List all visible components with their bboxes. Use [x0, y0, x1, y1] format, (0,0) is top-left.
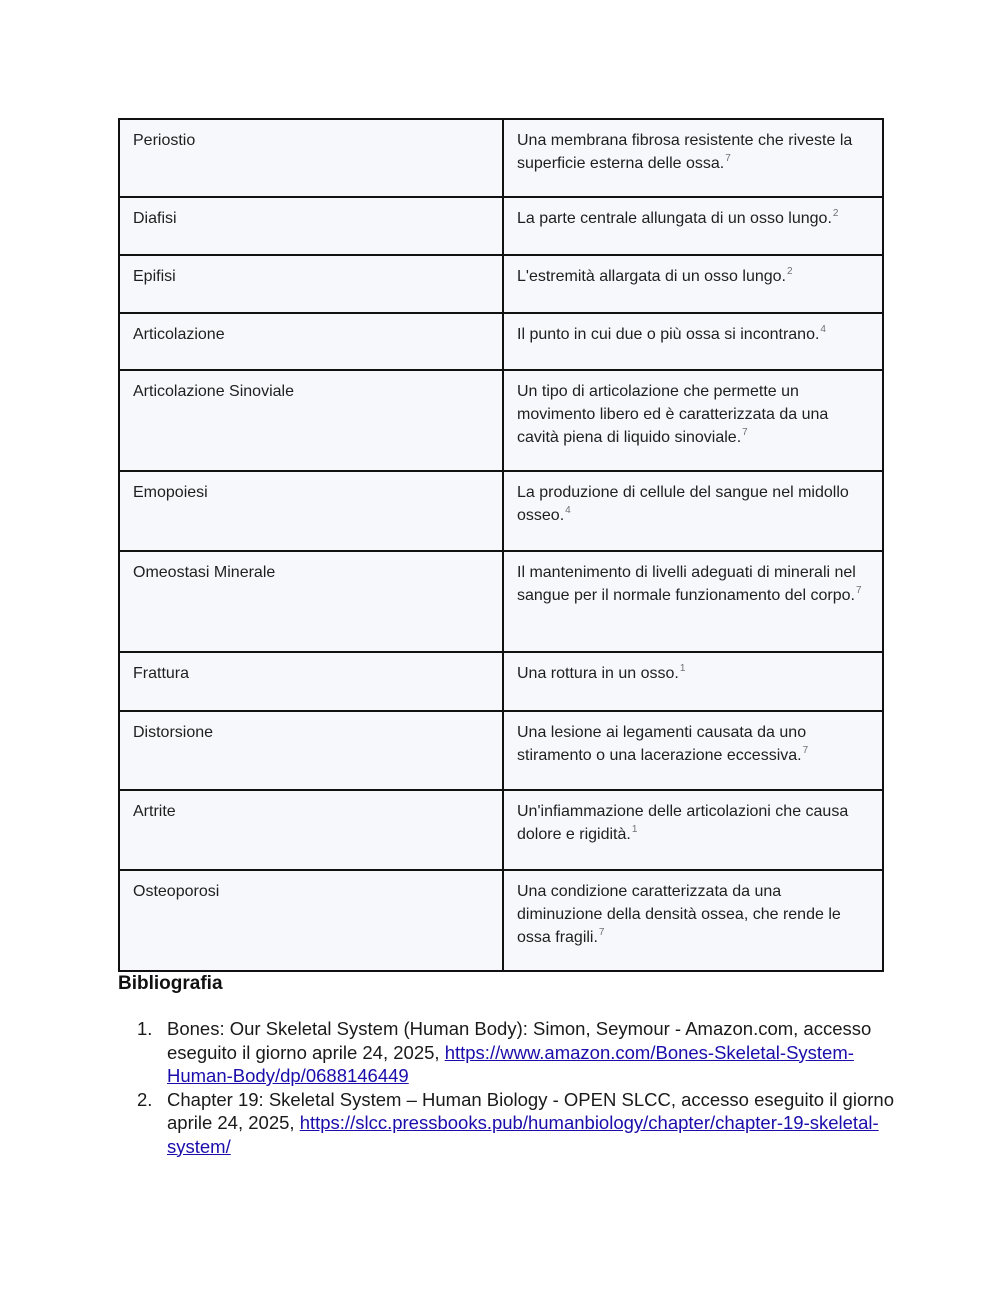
- definition-cell: [503, 790, 883, 870]
- definition-text: Una condizione caratterizzata da una diminuzione della densità ossea, che rende le ossa fragili.: [517, 883, 841, 946]
- term-cell: Articolazione: [119, 313, 503, 370]
- definition-text: Una lesione ai legamenti causata da uno stiramento o una lacerazione eccessiva.: [517, 724, 807, 764]
- entry-text: Chapter 19: Skeletal System – Human Biology - OPEN SLCC, accesso eseguito il giorno aprile 24, 2025,: [167, 1088, 894, 1133]
- definition-text: Il mantenimento di livelli adeguati di minerali nel sangue per il normale funzionamento del corpo.: [517, 564, 856, 604]
- term-cell: Epifisi: [119, 255, 503, 313]
- term-cell: Articolazione Sinoviale: [119, 370, 503, 471]
- definition-text: Un tipo di articolazione che permette un movimento libero ed è caratterizzata da una cavità piena di liquido sinoviale.: [517, 383, 829, 446]
- definition-text: Una rottura in un osso.: [517, 665, 679, 682]
- definition-cell: [503, 255, 883, 313]
- entry-link[interactable]: https://slcc.pressbooks.pub/humanbiology/chapter/chapter-19-skeletal-system/: [167, 1112, 879, 1157]
- table-row: [119, 870, 883, 971]
- table-row: [119, 197, 883, 255]
- term-cell: Osteoporosi: [119, 870, 503, 971]
- term-cell: Emopoiesi: [119, 471, 503, 551]
- definition-text: La produzione di cellule del sangue nel midollo osseo.: [517, 484, 849, 524]
- bibliography-heading: Bibliografia: [118, 973, 223, 994]
- bibliography-list: [118, 1017, 898, 1158]
- footnote-ref: 7: [802, 745, 809, 756]
- entry-link[interactable]: https://www.amazon.com/Bones-Skeletal-System-Human-Body/dp/0688146449: [167, 1041, 854, 1086]
- definition-text: Un'infiammazione delle articolazioni che causa dolore e rigidità.: [517, 803, 849, 843]
- footnote-ref: 1: [679, 663, 686, 674]
- definition-cell: [503, 197, 883, 255]
- footnote-ref: 4: [565, 505, 571, 516]
- footnote-ref: 7: [742, 427, 748, 438]
- definition-cell: [503, 551, 883, 652]
- entry-number: 1.: [137, 1018, 153, 1039]
- entry-text: Bones: Our Skeletal System (Human Body): Simon, Seymour - Amazon.com, accesso eseguito il giorno aprile 24, 2025,: [167, 1018, 872, 1063]
- definition-text: L'estremità allargata di un osso lungo.: [517, 268, 786, 285]
- footnote-ref: 7: [855, 585, 862, 596]
- entry-number: 2.: [137, 1088, 153, 1110]
- table-row: [119, 471, 883, 551]
- definition-cell: [503, 870, 883, 971]
- definition-text: Una membrana fibrosa resistente che riveste la superficie esterna delle ossa.: [517, 132, 853, 172]
- footnote-ref: 2: [832, 208, 839, 219]
- term-cell: Periostio: [119, 119, 503, 197]
- table-row: [119, 652, 883, 711]
- bibliography-entry: [118, 1088, 898, 1159]
- term-cell: Distorsione: [119, 711, 503, 790]
- term-cell: Omeostasi Minerale: [119, 551, 503, 652]
- definition-cell: [503, 471, 883, 551]
- term-cell: Frattura: [119, 652, 503, 711]
- footnote-ref: 2: [787, 266, 793, 277]
- definition-cell: [503, 370, 883, 471]
- footnote-ref: 4: [820, 324, 826, 335]
- glossary-table: [118, 118, 884, 972]
- bibliography-entry: [118, 1017, 898, 1088]
- definition-text: La parte centrale allungata di un osso lungo.: [517, 210, 832, 227]
- term-cell: Artrite: [119, 790, 503, 870]
- table-row: [119, 255, 883, 313]
- footnote-ref: 7: [725, 153, 731, 164]
- footnote-ref: 1: [631, 824, 638, 835]
- definition-cell: [503, 119, 883, 197]
- definition-cell: [503, 711, 883, 790]
- table-row: [119, 551, 883, 652]
- table-row: [119, 313, 883, 370]
- term-cell: Diafisi: [119, 197, 503, 255]
- footnote-ref: 7: [598, 927, 605, 938]
- definition-cell: [503, 313, 883, 370]
- table-row: [119, 119, 883, 197]
- definition-cell: [503, 652, 883, 711]
- table-row: [119, 370, 883, 471]
- table-row: [119, 711, 883, 790]
- table-row: [119, 790, 883, 870]
- definition-text: Il punto in cui due o più ossa si incontrano.: [517, 326, 820, 343]
